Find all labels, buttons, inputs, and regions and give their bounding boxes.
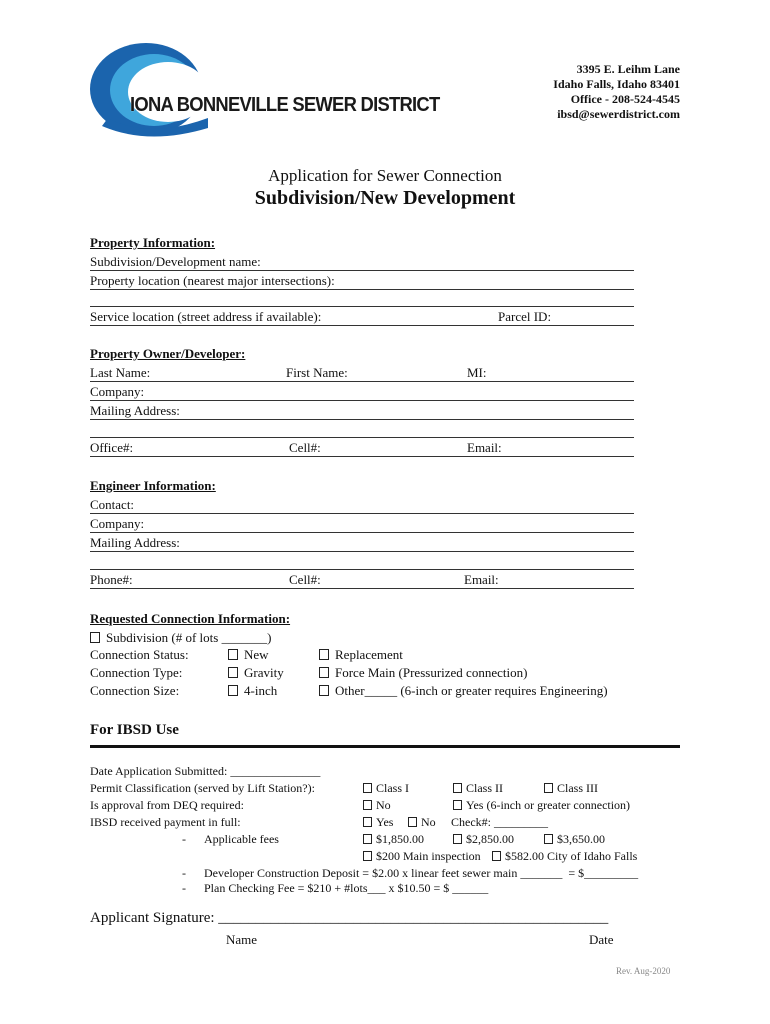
pay-yes-label: Yes (376, 815, 394, 829)
type-label: Connection Type: (90, 665, 183, 680)
checkbox-icon[interactable] (228, 667, 238, 678)
engineer-mailing-label: Mailing Address: (90, 535, 180, 550)
connection-heading: Requested Connection Information: (90, 611, 291, 626)
checkbox-icon[interactable] (228, 649, 238, 660)
checkbox-icon[interactable] (544, 834, 553, 844)
engineer-contact-label: Contact: (90, 497, 135, 512)
checkbox-icon[interactable] (363, 800, 372, 810)
owner-name-field[interactable] (90, 381, 634, 382)
revision-note: Rev. Aug-2020 (616, 966, 671, 976)
checkbox-icon[interactable] (90, 632, 100, 643)
owner-email-label: Email: (467, 440, 502, 455)
owner-mailing-label: Mailing Address: (90, 403, 180, 418)
owner-company-label: Company: (90, 384, 145, 399)
subdivision-option[interactable] (90, 630, 271, 646)
size-label: Connection Size: (90, 683, 180, 698)
owner-heading: Property Owner/Developer: (90, 346, 246, 361)
service-location-label: Service location (street address if available): (90, 309, 322, 324)
date-submitted: Date Application Submitted: _______________ (90, 764, 321, 778)
checkbox-icon[interactable] (363, 817, 372, 827)
city-fee-option[interactable] (492, 849, 637, 864)
checkbox-icon[interactable] (492, 851, 501, 861)
type-gravity-option[interactable] (228, 665, 284, 681)
class-1-label: Class I (376, 781, 409, 795)
type-force-label: Force Main (Pressurized connection) (335, 665, 528, 680)
status-new-option[interactable] (228, 647, 269, 663)
engineer-company-field[interactable] (90, 532, 634, 533)
logo-org-name: IONA BONNEVILLE SEWER DISTRICT (130, 94, 440, 116)
deq-yes-label: Yes (6-inch or greater connection) (466, 798, 631, 812)
location-label: Property location (nearest major intersections): (90, 273, 335, 288)
subdivision-label: Subdivision (# of lots _______) (106, 630, 272, 645)
class-2-label: Class II (466, 781, 503, 795)
owner-mi-label: MI: (467, 365, 487, 380)
page-title: Subdivision/New Development (254, 187, 516, 209)
office-phone: Office - 208-524-4545 (570, 92, 680, 106)
pay-no-label: No (421, 815, 436, 829)
city-fee-label: $582.00 City of Idaho Falls (505, 849, 638, 863)
type-force-option[interactable] (319, 665, 527, 681)
owner-last-name-label: Last Name: (90, 365, 151, 380)
signature-line[interactable]: Applicant Signature: ____________________________________________________ (90, 910, 609, 926)
size-4inch-option[interactable] (228, 683, 277, 699)
engineer-contact-field[interactable] (90, 513, 634, 514)
location-field-2[interactable] (90, 306, 634, 307)
property-heading: Property Information: (90, 235, 216, 250)
checkbox-icon[interactable] (228, 685, 238, 696)
address-line2: Idaho Falls, Idaho 83401 (553, 77, 680, 91)
engineer-phone-label: Phone#: (90, 572, 133, 587)
owner-contact-field[interactable] (90, 456, 634, 457)
engineer-mailing-field[interactable] (90, 551, 634, 552)
logo (88, 40, 440, 140)
checkbox-icon[interactable] (363, 783, 372, 793)
district-email: ibsd@sewerdistrict.com (557, 107, 680, 121)
district-address (553, 62, 680, 122)
plan-fee-line: Plan Checking Fee = $210 + #lots___ x $10.50 = $ ______ (204, 881, 489, 895)
signature-date-label: Date (589, 932, 614, 947)
fee-1-label: $1,850.00 (376, 832, 424, 846)
fees-label: Applicable fees (204, 832, 279, 846)
class-2-option[interactable] (453, 781, 503, 796)
checkbox-icon[interactable] (319, 649, 329, 660)
class-3-option[interactable] (544, 781, 598, 796)
size-4inch-label: 4-inch (244, 683, 278, 698)
engineer-contact-row-field[interactable] (90, 588, 634, 589)
ibsd-divider (90, 745, 680, 748)
fee-2-option[interactable] (453, 832, 514, 847)
inspection-label: $200 Main inspection (376, 849, 481, 863)
engineer-mailing-field-2[interactable] (90, 569, 634, 570)
checkbox-icon[interactable] (319, 667, 329, 678)
status-new-label: New (244, 647, 269, 662)
deq-label: Is approval from DEQ required: (90, 798, 244, 812)
pay-no-option[interactable] (408, 815, 436, 830)
checkbox-icon[interactable] (453, 834, 462, 844)
service-location-field[interactable] (90, 325, 634, 326)
dev-name-label: Subdivision/Development name: (90, 254, 261, 269)
owner-office-label: Office#: (90, 440, 134, 455)
checkbox-icon[interactable] (453, 783, 462, 793)
fee-1-option[interactable] (363, 832, 424, 847)
size-other-label: Other_____ (6-inch or greater requires Engineering) (335, 683, 608, 698)
address-line1: 3395 E. Leihm Lane (576, 62, 680, 76)
checkbox-icon[interactable] (363, 851, 372, 861)
signature-name-label: Name (226, 932, 258, 947)
status-replacement-option[interactable] (319, 647, 403, 663)
owner-mailing-field[interactable] (90, 419, 634, 420)
fee-2-label: $2,850.00 (466, 832, 514, 846)
parcel-id-label: Parcel ID: (498, 309, 552, 324)
pay-yes-option[interactable] (363, 815, 393, 830)
engineer-heading: Engineer Information: (90, 478, 216, 493)
dev-name-field[interactable] (90, 270, 634, 271)
checkbox-icon[interactable] (453, 800, 462, 810)
ibsd-heading: For IBSD Use (90, 722, 179, 738)
deposit-line: Developer Construction Deposit = $2.00 x linear feet sewer main _______ = $_________ (204, 866, 639, 880)
owner-cell-label: Cell#: (289, 440, 321, 455)
deq-no-label: No (376, 798, 391, 812)
form-subtitle: Application for Sewer Connection (268, 166, 502, 185)
engineer-email-label: Email: (464, 572, 499, 587)
status-replacement-label: Replacement (335, 647, 403, 662)
owner-first-name-label: First Name: (286, 365, 348, 380)
owner-company-field[interactable] (90, 400, 634, 401)
checkbox-icon[interactable] (319, 685, 329, 696)
checkbox-icon[interactable] (408, 817, 417, 827)
inspection-option[interactable] (363, 849, 481, 864)
permit-class-label: Permit Classification (served by Lift Station?): (90, 781, 315, 795)
fee-3-label: $3,650.00 (557, 832, 605, 846)
plan-fee-dash: - (182, 881, 186, 895)
class-1-option[interactable] (363, 781, 409, 796)
engineer-cell-label: Cell#: (289, 572, 321, 587)
class-3-label: Class III (557, 781, 598, 795)
logo-swoosh-icon (88, 40, 238, 140)
status-label: Connection Status: (90, 647, 189, 662)
checkbox-icon[interactable] (363, 834, 372, 844)
size-other-option[interactable] (319, 683, 608, 699)
fee-3-option[interactable] (544, 832, 605, 847)
check-number: Check#: _________ (451, 815, 548, 829)
payment-label: IBSD received payment in full: (90, 815, 241, 829)
deq-yes-option[interactable] (453, 798, 630, 813)
location-field[interactable] (90, 289, 634, 290)
fees-dash: - (182, 832, 186, 846)
deq-no-option[interactable] (363, 798, 391, 813)
owner-mailing-field-2[interactable] (90, 437, 634, 438)
engineer-company-label: Company: (90, 516, 145, 531)
checkbox-icon[interactable] (544, 783, 553, 793)
deposit-dash: - (182, 866, 186, 880)
type-gravity-label: Gravity (244, 665, 284, 680)
